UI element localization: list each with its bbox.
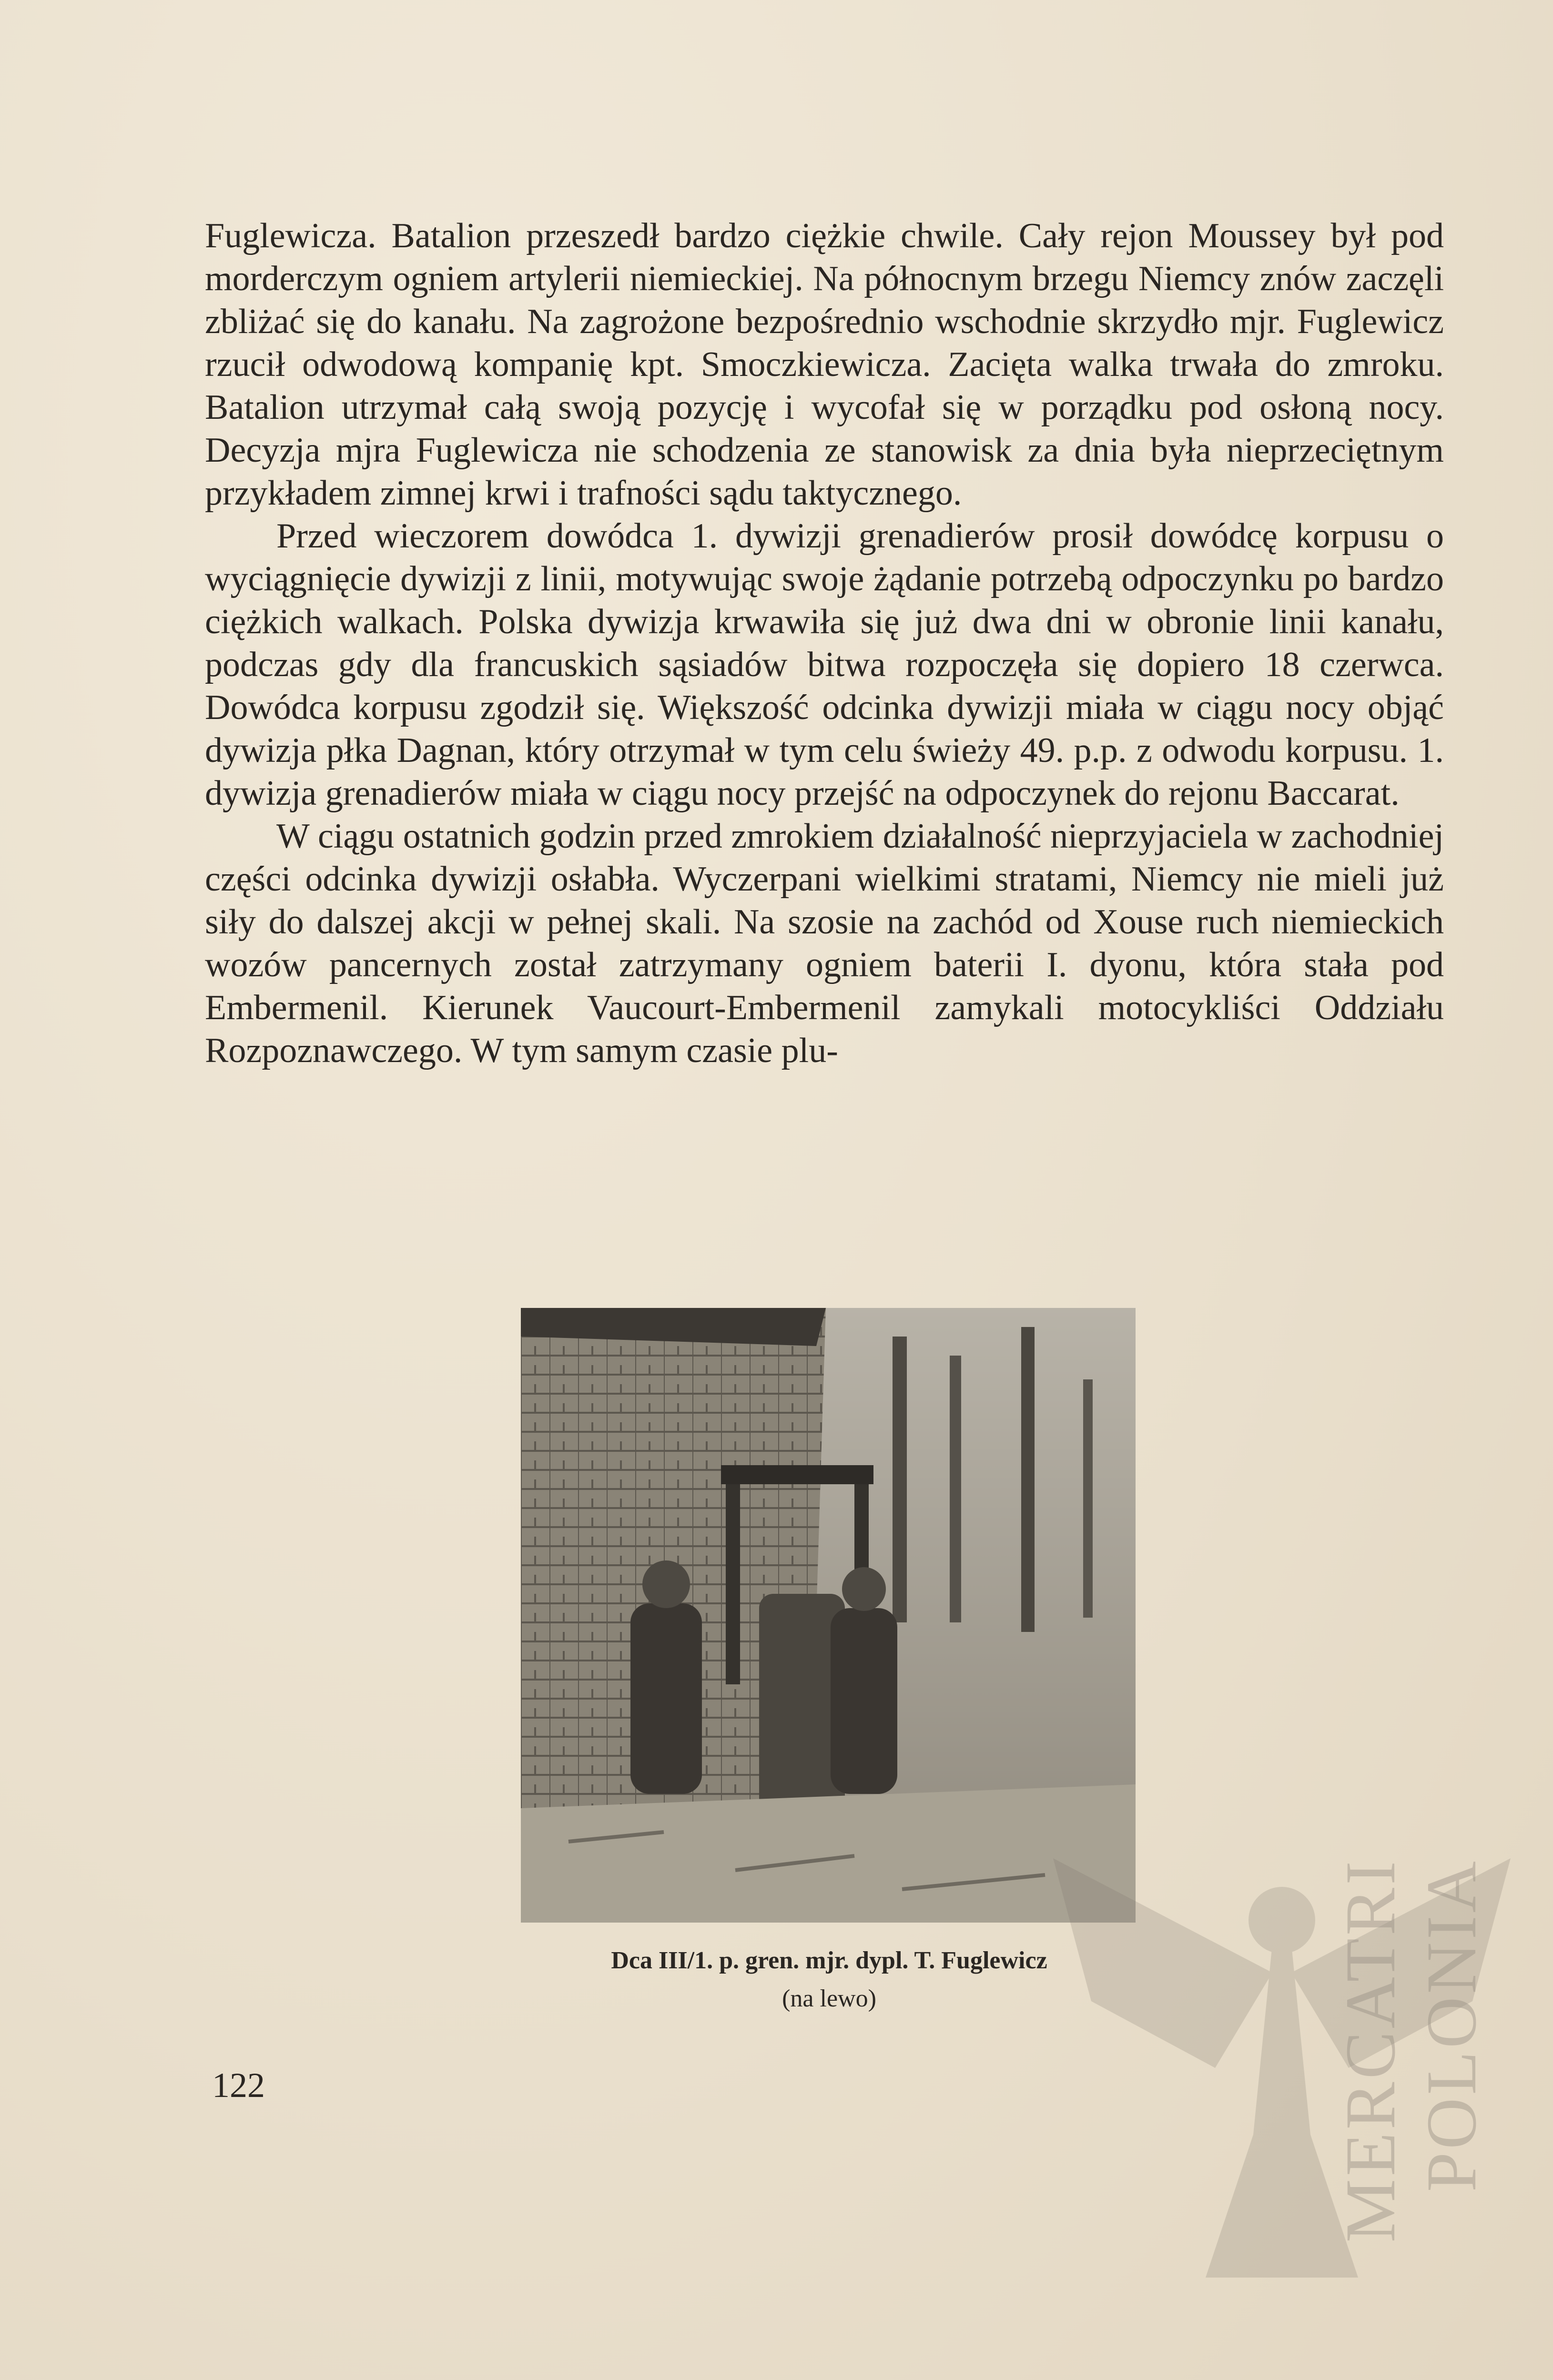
body-text: [205, 214, 1444, 1072]
page-number: 122: [212, 2066, 265, 2105]
watermark-text-2: POLONIA: [1412, 1858, 1491, 2192]
caption-line-2: (na lewo): [782, 1985, 876, 2012]
paragraph-1: Fuglewicza. Batalion przeszedł bardzo ciężkie chwile. Cały rejon Moussey był pod morderczym ogniem artylerii niemieckiej. Na północnym brzegu Niemcy znów zaczęli zbliżać się do kanału. Na zagrożone bezpośrednio wschodnie skrzydło mjr. Fuglewicz rzucił odwodową kompanię kpt. Smoczkiewicza. Zacięta walka trwała do zmroku. Batalion utrzymał całą swoją pozycję i wycofał się w porządku pod osłoną nocy. Decyzja mjra Fuglewicza nie schodzenia ze stanowisk za dnia była nieprzeciętnym przykładem zimnej krwi i trafności sądu taktycznego.: [205, 216, 1444, 513]
paragraph-3: W ciągu ostatnich godzin przed zmrokiem działalność nieprzyjaciela w zachodniej części odcinka dywizji osłabła. Wyczerpani wielkimi stratami, Niemcy nie mieli już siły do dalszej akcji w pełnej skali. Na szosie na zachód od Xouse ruch niemieckich wozów pancernych został zatrzymany ogniem baterii I. dyonu, która stała pod Embermenil. Kierunek Vaucourt-Embermenil zamykali motocykliści Oddziału Rozpoznawczego. W tym samym czasie plu-: [205, 817, 1444, 1070]
watermark-text-1: MERCATRI: [1331, 1858, 1410, 2243]
paragraph-2: Przed wieczorem dowódca 1. dywizji grenadierów prosił dowódcę korpusu o wyciągnięcie dywizji z linii, motywując swoje żądanie potrzebą odpoczynku po bardzo ciężkich walkach. Polska dywizja krwawiła się już dwa dni w obronie linii kanału, podczas gdy dla francuskich sąsiadów bitwa rozpoczęła się dopiero 18 czerwca. Dowódca korpusu zgodził się. Większość odcinka dywizji miała w ciągu nocy objąć dywizja płka Dagnan, który otrzymał w tym celu świeży 49. p.p. z odwodu korpusu. 1. dywizja grenadierów miała w ciągu nocy przejść na odpoczynek do rejonu Baccarat.: [205, 517, 1444, 813]
caption-line-1: Dca III/1. p. gren. mjr. dypl. T. Fuglewicz: [611, 1947, 1047, 1974]
